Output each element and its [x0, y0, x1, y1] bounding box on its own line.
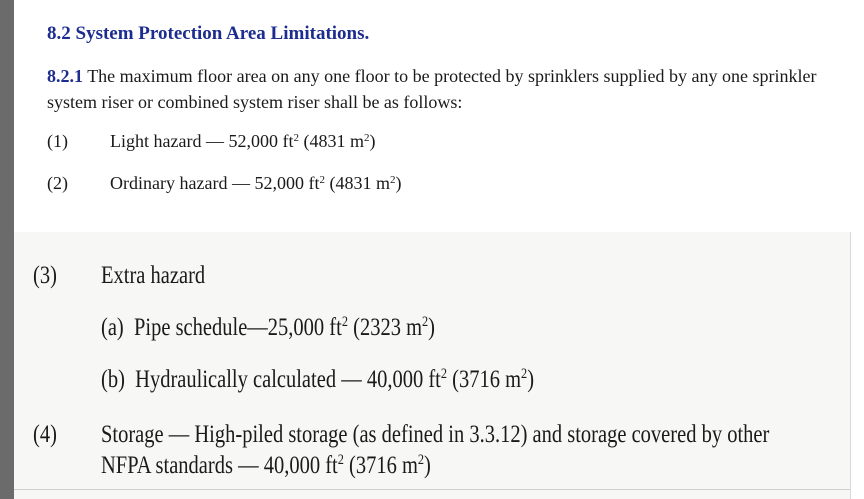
item-text: Light hazard — 52,000 $ft^2$ (4831 $m^2$)	[110, 131, 376, 151]
item-text: Ordinary hazard — 52,000 $ft^2$ (4831 $m^2$)	[110, 173, 402, 193]
list-item-3-label: (3)	[33, 262, 57, 289]
list-item-3-text: Extra hazard	[101, 262, 206, 289]
item-label: (1)	[47, 131, 68, 151]
list-item-4-line-1: Storage — High-piled storage (as defined in 3.3.12) and storage covered by other	[101, 421, 770, 448]
sub-item-b: (b) Hydraulically calculated — 40,000 $ft^2$ (3716 $m^2$)	[101, 366, 535, 393]
item-label: (2)	[47, 173, 68, 193]
paragraph-text: The maximum floor area on any one floor to be protected by sprinklers supplied by any one sprinkler system riser or combined system riser shall be as follows:	[47, 66, 817, 112]
list-item-4-label: (4)	[33, 421, 57, 448]
list-item-4-line-2: NFPA standards — 40,000 $ft^2$ (3716 $m^2$)	[101, 452, 431, 479]
paragraph-8-2-1	[47, 63, 837, 115]
sub-item-a: (a) Pipe schedule—25,000 $ft^2$ (2323 $m^2$)	[101, 314, 435, 341]
section-heading: 8.2 System Protection Area Limitations.	[47, 23, 370, 44]
divider	[14, 489, 850, 490]
left-border	[0, 0, 14, 499]
paragraph-number: 8.2.1	[47, 66, 83, 86]
